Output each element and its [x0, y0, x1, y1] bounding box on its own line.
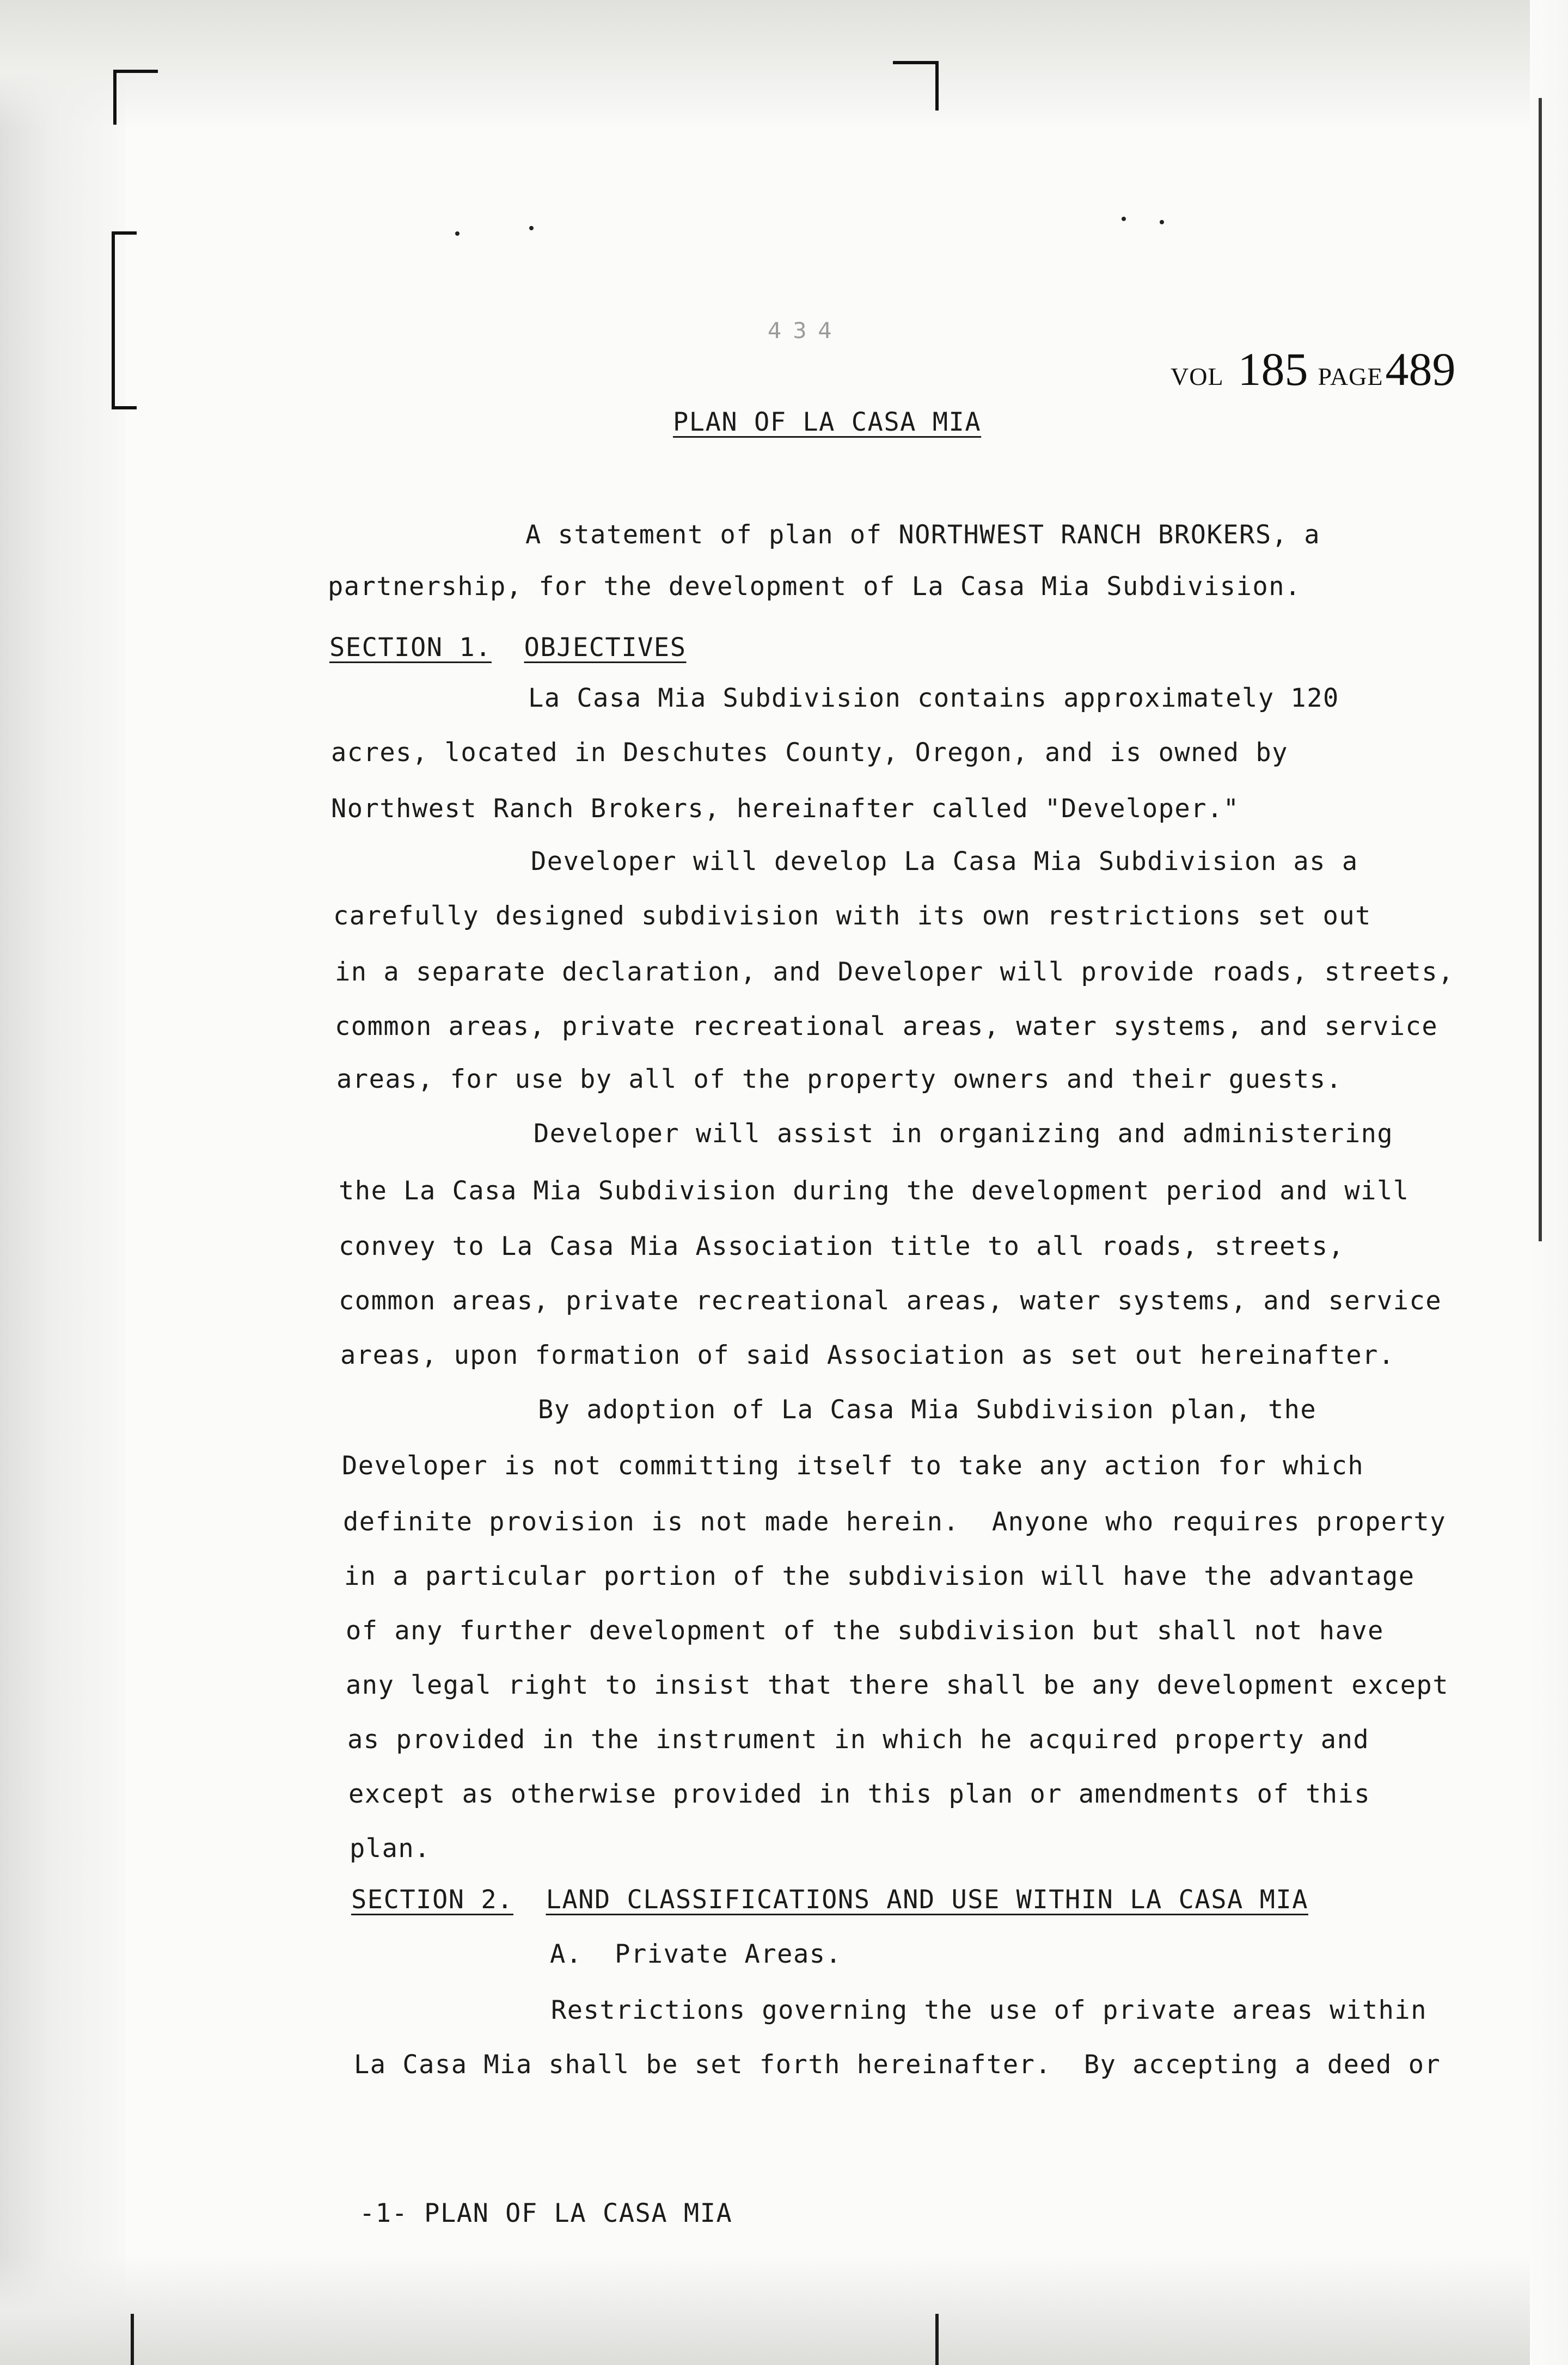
body-line: any legal right to insist that there shall be any development except [346, 1670, 1449, 1700]
body-line: carefully designed subdivision with its own restrictions set out [333, 901, 1371, 931]
body-line: definite provision is not made herein. Anyone who requires property [343, 1507, 1447, 1537]
volume-page-reference [1171, 342, 1455, 396]
body-line: common areas, private recreational areas, water systems, and service [339, 1286, 1442, 1316]
body-line: acres, located in Deschutes County, Oregon, and is owned by [331, 738, 1288, 768]
subsection-heading: A. Private Areas. [550, 1939, 842, 1969]
body-line: A statement of plan of NORTHWEST RANCH BROKERS, a [525, 520, 1321, 550]
scan-noise-bottom [0, 2256, 1568, 2365]
body-line: common areas, private recreational areas, water systems, and service [335, 1012, 1438, 1041]
page-edge-right [1539, 98, 1542, 1241]
body-line: La Casa Mia shall be set forth hereinafter. By accepting a deed or [354, 2050, 1441, 2080]
scan-noise-top [0, 0, 1568, 131]
body-line: Developer will assist in organizing and administering [534, 1119, 1394, 1149]
body-line: areas, for use by all of the property owners and their guests. [336, 1064, 1343, 1094]
section-2-number: SECTION 2. [351, 1885, 513, 1915]
crop-mark-top-center [893, 61, 939, 111]
page-label: PAGE [1318, 363, 1383, 390]
vol-label: VOL [1171, 363, 1224, 390]
scan-noise-left [0, 0, 125, 2365]
body-line: in a separate declaration, and Developer will provide roads, streets, [335, 957, 1454, 987]
crop-mark-bottom-center [935, 2314, 939, 2365]
body-line: Developer will develop La Casa Mia Subdivision as a [531, 847, 1358, 877]
section-1-number: SECTION 1. [329, 633, 492, 663]
body-line: of any further development of the subdivision but shall not have [346, 1616, 1384, 1646]
crop-mark-top-left [113, 70, 158, 125]
body-line: as provided in the instrument in which he acquired property and [347, 1725, 1370, 1755]
body-line: areas, upon formation of said Association as set out hereinafter. [340, 1340, 1395, 1370]
scan-edge-right [1530, 0, 1568, 2365]
page-number: 489 [1385, 343, 1456, 395]
body-line: the La Casa Mia Subdivision during the development period and will [339, 1176, 1410, 1206]
bracket-mark-left [112, 231, 137, 409]
body-line: in a particular portion of the subdivision will have the advantage [344, 1561, 1415, 1591]
crop-mark-bottom-left [131, 2314, 134, 2365]
faint-stamp: 4 3 4 [768, 318, 834, 344]
body-line: By adoption of La Casa Mia Subdivision plan, the [538, 1395, 1317, 1425]
vol-number: 185 [1238, 343, 1308, 395]
body-line: except as otherwise provided in this plan or amendments of this [348, 1779, 1371, 1809]
body-line: partnership, for the development of La Casa Mia Subdivision. [328, 572, 1301, 602]
document-title: PLAN OF LA CASA MIA [673, 407, 982, 437]
body-line: convey to La Casa Mia Association title to all roads, streets, [339, 1231, 1345, 1261]
section-2-heading [351, 1885, 1308, 1915]
page-footer: -1- PLAN OF LA CASA MIA [359, 2198, 733, 2228]
speck [1122, 217, 1126, 221]
speck [1160, 220, 1164, 224]
body-line: Developer is not committing itself to take any action for which [342, 1451, 1364, 1481]
section-1-heading [329, 633, 687, 663]
body-line: La Casa Mia Subdivision contains approximately 120 [528, 683, 1339, 713]
speck [529, 226, 534, 230]
body-line: plan. [350, 1834, 431, 1864]
section-1-title: OBJECTIVES [524, 633, 687, 663]
section-2-title: LAND CLASSIFICATIONS AND USE WITHIN LA CASA MIA [546, 1885, 1308, 1915]
body-line: Restrictions governing the use of private areas within [551, 1995, 1428, 2025]
speck [455, 231, 460, 236]
body-line: Northwest Ranch Brokers, hereinafter called "Developer." [331, 794, 1240, 824]
